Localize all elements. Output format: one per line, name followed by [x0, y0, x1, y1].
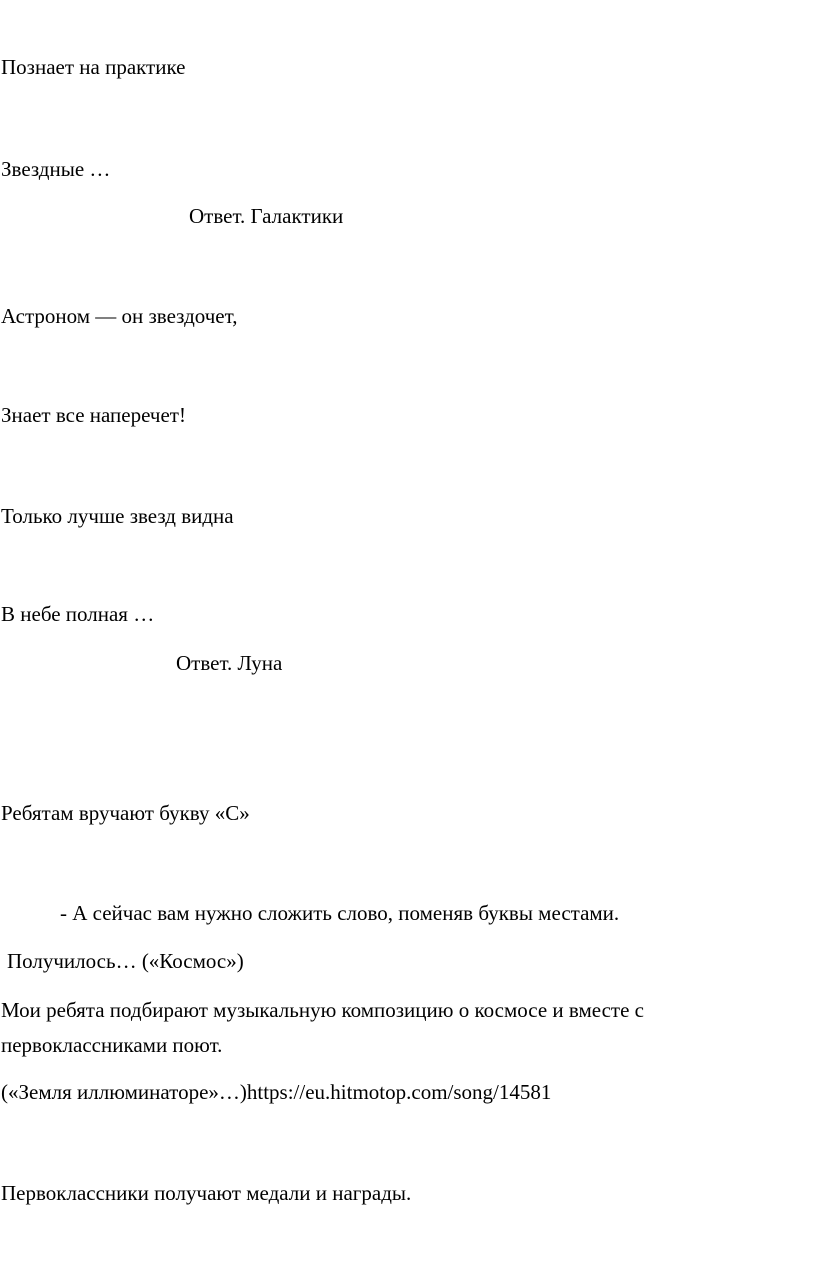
- song-link[interactable]: («Земля иллюминаторе»…)https://eu.hitmotop.com/song/14581: [1, 1080, 552, 1104]
- paragraph: первоклассниками поют.: [1, 1033, 223, 1057]
- riddle-answer: Ответ. Луна: [176, 651, 283, 675]
- riddle-line: Познает на практике: [1, 55, 186, 79]
- riddle-line: Астроном — он звездочет,: [1, 304, 238, 328]
- paragraph: Получилось… («Космос»): [7, 949, 244, 973]
- riddle-line: Знает все наперечет!: [1, 403, 186, 427]
- paragraph: Мои ребята подбирают музыкальную композицию о космосе и вместе с: [1, 998, 644, 1022]
- paragraph: Первоклассники получают медали и награды.: [1, 1181, 412, 1205]
- riddle-line: В небе полная …: [1, 602, 155, 626]
- riddle-line: Только лучше звезд видна: [1, 504, 234, 528]
- paragraph: Ребятам вручают букву «С»: [1, 801, 250, 825]
- paragraph: - А сейчас вам нужно сложить слово, поменяв буквы местами.: [60, 901, 620, 925]
- riddle-answer: Ответ. Галактики: [189, 204, 344, 228]
- riddle-line: Звездные …: [1, 157, 111, 181]
